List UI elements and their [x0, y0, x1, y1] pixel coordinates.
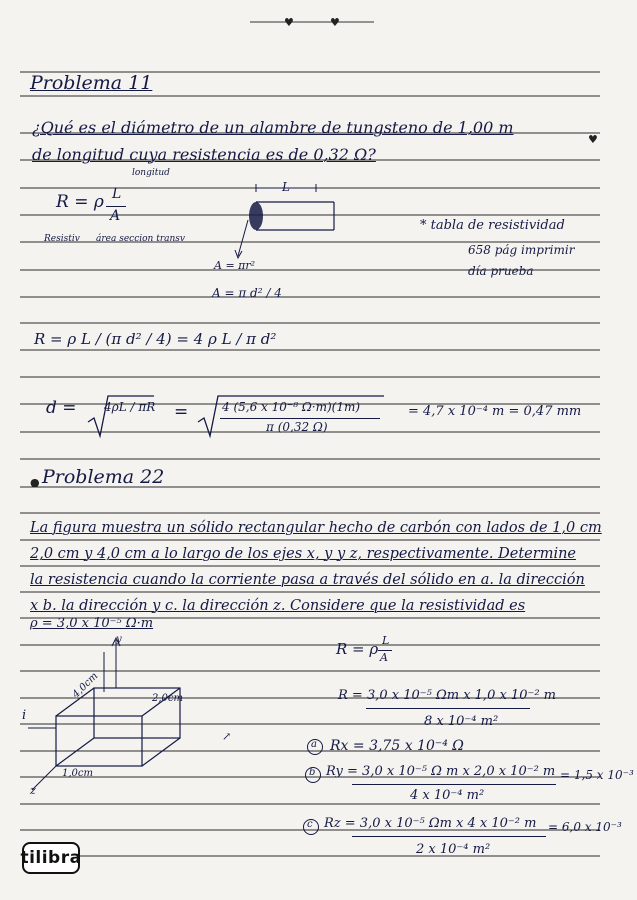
label-resistividad: Resistiv [44, 234, 80, 244]
problem11-question-line2: de longitud cuya resistencia es de 0,32 Ω? [32, 145, 376, 164]
wire-cylinder-diagram [230, 178, 370, 268]
problem11-question-line1: ¿Qué es el diámetro de un alambre de tungsteno de 1,00 m [32, 118, 514, 137]
label-area-seccion: área seccion transv [96, 234, 185, 244]
answer-c-denominator: 2 x 10⁻⁴ m² [416, 842, 491, 857]
brand-logo: tilibra [22, 842, 80, 874]
equation-d-eq1: = [174, 402, 189, 422]
margin-heart-icon: ♥ [588, 133, 598, 146]
answer-c-result: = 6,0 x 10⁻³ [548, 820, 622, 834]
problem22-line3: la resistencia cuando la corriente pasa a través del sólido en a. la dirección [30, 572, 585, 588]
label-L-length: L [282, 180, 290, 194]
formula-p22-A: A [380, 651, 388, 664]
problem11-title: Problema 11 [30, 72, 153, 94]
dim-2cm-label: 2,0cm [152, 693, 183, 704]
answer-c-label: c [307, 819, 313, 830]
equation-d-result: = 4,7 x 10⁻⁴ m = 0,47 mm [408, 404, 582, 419]
answer-a-label: a [311, 739, 317, 750]
note-longitud: longitud [132, 168, 170, 178]
svg-text:♥: ♥ [330, 16, 340, 29]
equation-d-lhs: d = [46, 398, 77, 418]
answer-c-bar [352, 836, 546, 837]
axis-y-label: y [116, 634, 122, 645]
answer-c-numerator: Rz = 3,0 x 10⁻⁵ Ωm x 4 x 10⁻² m [324, 816, 537, 831]
answer-b-bar [352, 784, 556, 785]
answer-b-label: b [309, 767, 316, 778]
side-note-2: 658 pág imprimir [468, 243, 575, 257]
asterisk-mark: ↗ [222, 730, 232, 743]
answer-b-numerator: Ry = 3,0 x 10⁻⁵ Ω m x 2,0 x 10⁻² m [326, 764, 556, 779]
formula-A-den: A [110, 208, 121, 224]
formula-R-p22: R = ρ [336, 640, 379, 658]
top-ornament [250, 14, 374, 30]
formula-R-p11: R = ρ [56, 192, 104, 212]
problem22-line1: La figura muestra un sólido rectangular hecho de carbón con lados de 1,0 cm [30, 520, 602, 536]
problem22-title: Problema 22 [42, 466, 165, 488]
axis-z-label: z [30, 784, 36, 797]
problem22-line4: x b. la dirección y c. la dirección z. Considere que la resistividad es [30, 598, 526, 614]
equation-d-numerator: 4 (5,6 x 10⁻⁸ Ω·m)(1m) [222, 400, 361, 414]
side-note-3: día prueba [468, 264, 534, 278]
dim-4cm-label: 4,0cm [70, 670, 101, 701]
calc-x-numerator: R = 3,0 x 10⁻⁵ Ωm x 1,0 x 10⁻² m [338, 688, 557, 703]
answer-b-denominator: 4 x 10⁻⁴ m² [410, 788, 485, 803]
equation-R-derivation: R = ρ L / (π d² / 4) = 4 ρ L / π d² [34, 330, 277, 348]
axis-i-label: i [22, 708, 27, 723]
bullet-heart-icon: ● [30, 476, 40, 489]
area-formula-2: A = π d² / 4 [212, 286, 282, 300]
formula-fraction-bar [106, 206, 126, 207]
equation-d-fraction-bar [220, 418, 380, 419]
carbon-solid-diagram [22, 632, 222, 802]
problem22-line2: 2,0 cm y 4,0 cm a lo largo de los ejes x, y y z, respectivamente. Determine [30, 546, 577, 562]
calc-x-denominator: 8 x 10⁻⁴ m² [424, 714, 499, 729]
formula-p22-L: L [382, 634, 390, 647]
dim-1cm-label: 1,0cm [62, 768, 93, 779]
equation-d-mid: 4ρL / πR [104, 400, 156, 414]
svg-text:♥: ♥ [284, 16, 294, 29]
answer-b-result: = 1,5 x 10⁻³ [560, 768, 634, 782]
area-formula-1: A = πr² [214, 259, 256, 272]
problem22-line5: ρ = 3,0 x 10⁻⁵ Ω·m [30, 616, 154, 631]
formula-L-num: L [112, 186, 122, 202]
side-note-1: * tabla de resistividad [420, 218, 565, 233]
calc-x-bar [366, 708, 530, 709]
answer-a: Rx = 3,75 x 10⁻⁴ Ω [330, 738, 464, 754]
equation-d-denominator: π (0,32 Ω) [266, 420, 328, 434]
